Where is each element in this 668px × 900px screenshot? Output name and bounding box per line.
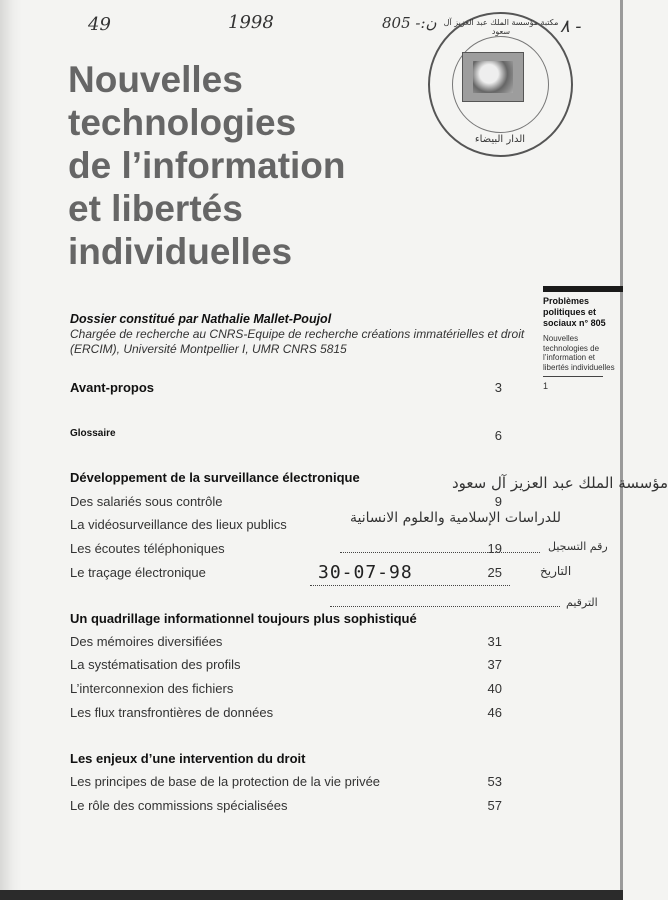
- toc-label: Des salariés sous contrôle: [70, 494, 223, 509]
- section-title-surveillance: Développement de la surveillance électronique: [70, 470, 360, 485]
- toc-page: 9: [494, 494, 502, 509]
- toc-page: 37: [487, 657, 502, 672]
- handwritten-year: 1998: [228, 12, 274, 33]
- page-title: [68, 58, 448, 273]
- seal-top-text: مكتبة مؤسسة الملك عبد العزيز آل سعود: [443, 18, 559, 36]
- handwritten-number-left: 49: [88, 14, 111, 35]
- toc-label: Les écoutes téléphoniques: [70, 541, 225, 556]
- toc-page: 57: [487, 798, 502, 813]
- registration-stamp-line1: مؤسسة الملك عبد العزيز آل سعود: [452, 474, 668, 492]
- dossier-affiliation: Chargée de recherche au CNRS-Equipe de recherche créations immatérielles et droit (ERCIM), Université Montpellier I, UMR CNRS 5815: [70, 327, 525, 356]
- toc-page: 19: [487, 541, 502, 556]
- section-title-quadrillage: Un quadrillage informationnel toujours plus sophistiqué: [70, 611, 417, 626]
- toc-label: La systématisation des profils: [70, 657, 241, 672]
- toc-entry[interactable]: [70, 705, 502, 725]
- toc-label: Le rôle des commissions spécialisées: [70, 798, 288, 813]
- library-seal-stamp: [428, 12, 573, 157]
- dossier-author: Dossier constitué par Nathalie Mallet-Poujol: [70, 312, 332, 326]
- page-bottom-edge: [0, 890, 623, 900]
- toc-label: Les principes de base de la protection de la vie privée: [70, 774, 381, 789]
- toc-label: La vidéosurveillance des lieux publics: [70, 517, 287, 532]
- registration-number-label: رقم التسجيل: [548, 540, 608, 553]
- sidebar-top-bar: [543, 286, 623, 292]
- toc-label: Des mémoires diversifiées: [70, 634, 223, 649]
- toc-entry[interactable]: [70, 565, 502, 585]
- toc-page: 53: [487, 774, 502, 789]
- page-number: 1: [543, 376, 603, 391]
- toc-entry[interactable]: [70, 681, 502, 701]
- title-line: de l’information: [68, 145, 346, 186]
- toc-entry-glossaire[interactable]: [70, 428, 502, 448]
- toc-page: 40: [487, 681, 502, 696]
- series-subtitle: Nouvelles technologies de l’information et libertés individuelles: [543, 334, 615, 372]
- toc-page: 6: [494, 428, 502, 443]
- registration-date-line: [310, 585, 510, 586]
- title-line: Nouvelles: [68, 59, 243, 100]
- registration-stamp-line2: للدراسات الإسلامية والعلوم الانسانية: [350, 510, 561, 526]
- series-name: Problèmes politiques et sociaux n° 805: [543, 296, 606, 328]
- registration-class-label: الترقيم: [566, 596, 598, 609]
- title-line: individuelles: [68, 231, 293, 272]
- toc-label: Glossaire: [70, 428, 116, 439]
- toc-label: L’interconnexion des fichiers: [70, 681, 234, 696]
- toc-entry[interactable]: [70, 541, 502, 561]
- registration-class-line: [330, 606, 560, 607]
- series-sidebar: [543, 286, 623, 391]
- handwritten-corner-mark: ٨ -: [560, 16, 582, 37]
- page-right-edge: [620, 0, 623, 900]
- page-left-shadow: [0, 0, 22, 900]
- registration-number-line: [340, 552, 540, 553]
- dossier-info: [70, 312, 540, 357]
- registration-date-label: التاريخ: [540, 564, 572, 578]
- handwritten-reference: 805 -:ن: [382, 14, 437, 32]
- toc-entry[interactable]: [70, 634, 502, 654]
- toc-page: 46: [487, 705, 502, 720]
- toc-entry-avant-propos[interactable]: [70, 380, 502, 400]
- title-line: et libertés: [68, 188, 243, 229]
- toc-page: 3: [494, 380, 502, 395]
- section-title-enjeux: Les enjeux d’une intervention du droit: [70, 751, 306, 766]
- toc-label: Les flux transfrontières de données: [70, 705, 274, 720]
- toc-label: Avant-propos: [70, 380, 155, 395]
- toc-entry[interactable]: [70, 798, 502, 818]
- toc-page: 25: [487, 565, 502, 580]
- seal-emblem-icon: [462, 52, 524, 102]
- toc-entry[interactable]: [70, 774, 502, 794]
- title-line: technologies: [68, 102, 297, 143]
- toc-page: 31: [487, 634, 502, 649]
- seal-bottom-text: الدار البيضاء: [474, 134, 526, 145]
- toc-label: Le traçage électronique: [70, 565, 206, 580]
- registration-date-value: 30-07-98: [318, 562, 413, 583]
- toc-entry[interactable]: [70, 657, 502, 677]
